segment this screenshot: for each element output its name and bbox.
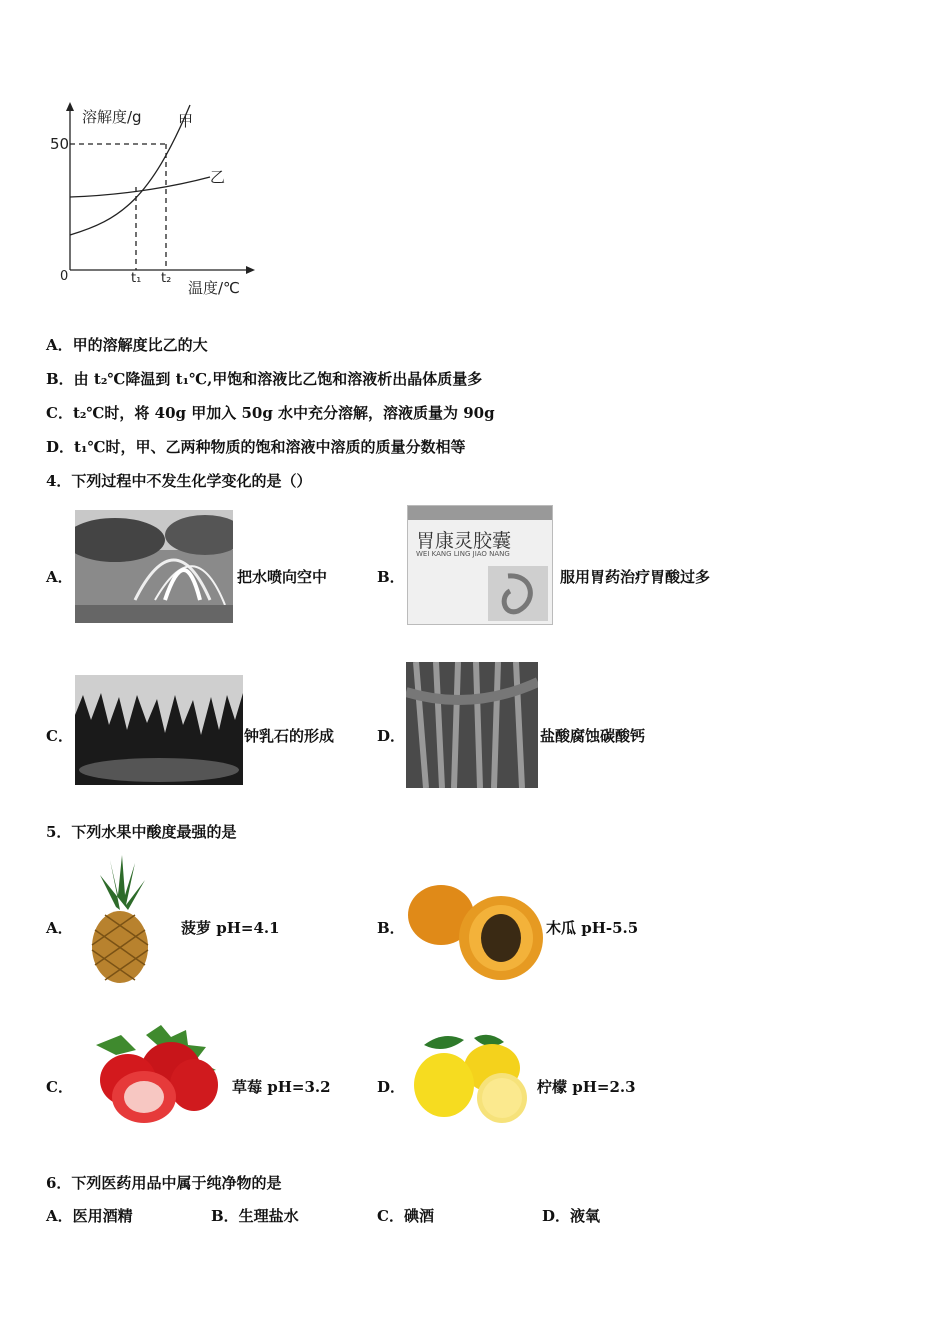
pineapple-image: [80, 855, 160, 985]
fountain-image: [75, 510, 233, 623]
q4-option-d-letter: D．: [377, 727, 406, 745]
q4-option-b-letter: B．: [377, 568, 405, 586]
q5-option-c-letter: C．: [46, 1078, 73, 1096]
lemon-image: [404, 1030, 530, 1126]
q5-option-c-text: 草莓 pH=3.2: [232, 1078, 331, 1096]
t1-label: t₁: [131, 271, 142, 286]
medicine-box-image: [407, 505, 553, 625]
y-tick-50: 50: [50, 135, 70, 153]
curve-b-label: 乙: [210, 168, 226, 186]
q5-option-d-letter: D．: [377, 1078, 406, 1096]
q4-option-a-text: 把水喷向空中: [237, 568, 328, 586]
q3-option-d: D．t₁℃时，甲、乙两种物质的饱和溶液中溶质的质量分数相等: [46, 438, 466, 456]
q6-stem: 6．下列医药用品中属于纯净物的是: [46, 1174, 282, 1192]
limestone-rock-image: [406, 662, 538, 788]
papaya-image: [406, 880, 546, 984]
y-axis-label: 溶解度/g: [82, 108, 142, 126]
q4-option-d-text: 盐酸腐蚀碳酸钙: [540, 727, 646, 745]
q4-stem: 4．下列过程中不发生化学变化的是（）: [46, 472, 312, 490]
q5-option-d-text: 柠檬 pH=2.3: [537, 1078, 636, 1096]
x-axis-label: 温度/℃: [188, 279, 240, 297]
q3-option-c: C．t₂℃时，将 40g 甲加入 50g 水中充分溶解，溶液质量为 90g: [46, 404, 495, 422]
q5-option-a-text: 菠萝 pH=4.1: [181, 919, 280, 937]
solubility-graph: [40, 100, 270, 300]
q5-stem: 5．下列水果中酸度最强的是: [46, 823, 237, 841]
q5-option-a-letter: A．: [46, 919, 73, 937]
medicine-box-pinyin: WEI KANG LING JIAO NANG: [416, 550, 510, 558]
q5-option-b-text: 木瓜 pH-5.5: [546, 919, 639, 937]
t2-label: t₂: [161, 271, 172, 286]
q6-option-b: B．生理盐水: [211, 1207, 299, 1225]
q6-option-a: A．医用酒精: [46, 1207, 133, 1225]
stalactite-cave-image: [75, 675, 243, 785]
q3-option-b: B．由 t₂℃降温到 t₁℃,甲饱和溶液比乙饱和溶液析出晶体质量多: [46, 370, 483, 388]
q3-option-a: A．甲的溶解度比乙的大: [46, 336, 208, 354]
q6-option-c: C．碘酒: [377, 1207, 434, 1225]
q4-option-c-letter: C．: [46, 727, 73, 745]
q6-option-d: D．液氧: [542, 1207, 601, 1225]
q5-option-b-letter: B．: [377, 919, 405, 937]
q4-option-c-text: 钟乳石的形成: [244, 727, 335, 745]
curve-a-label: 甲: [178, 112, 194, 130]
medicine-box-name: 胃康灵胶囊: [416, 530, 512, 552]
q4-option-b-text: 服用胃药治疗胃酸过多: [560, 568, 711, 586]
strawberry-image: [76, 1025, 224, 1125]
origin-label: 0: [60, 269, 69, 284]
q4-option-a-letter: A．: [46, 568, 73, 586]
